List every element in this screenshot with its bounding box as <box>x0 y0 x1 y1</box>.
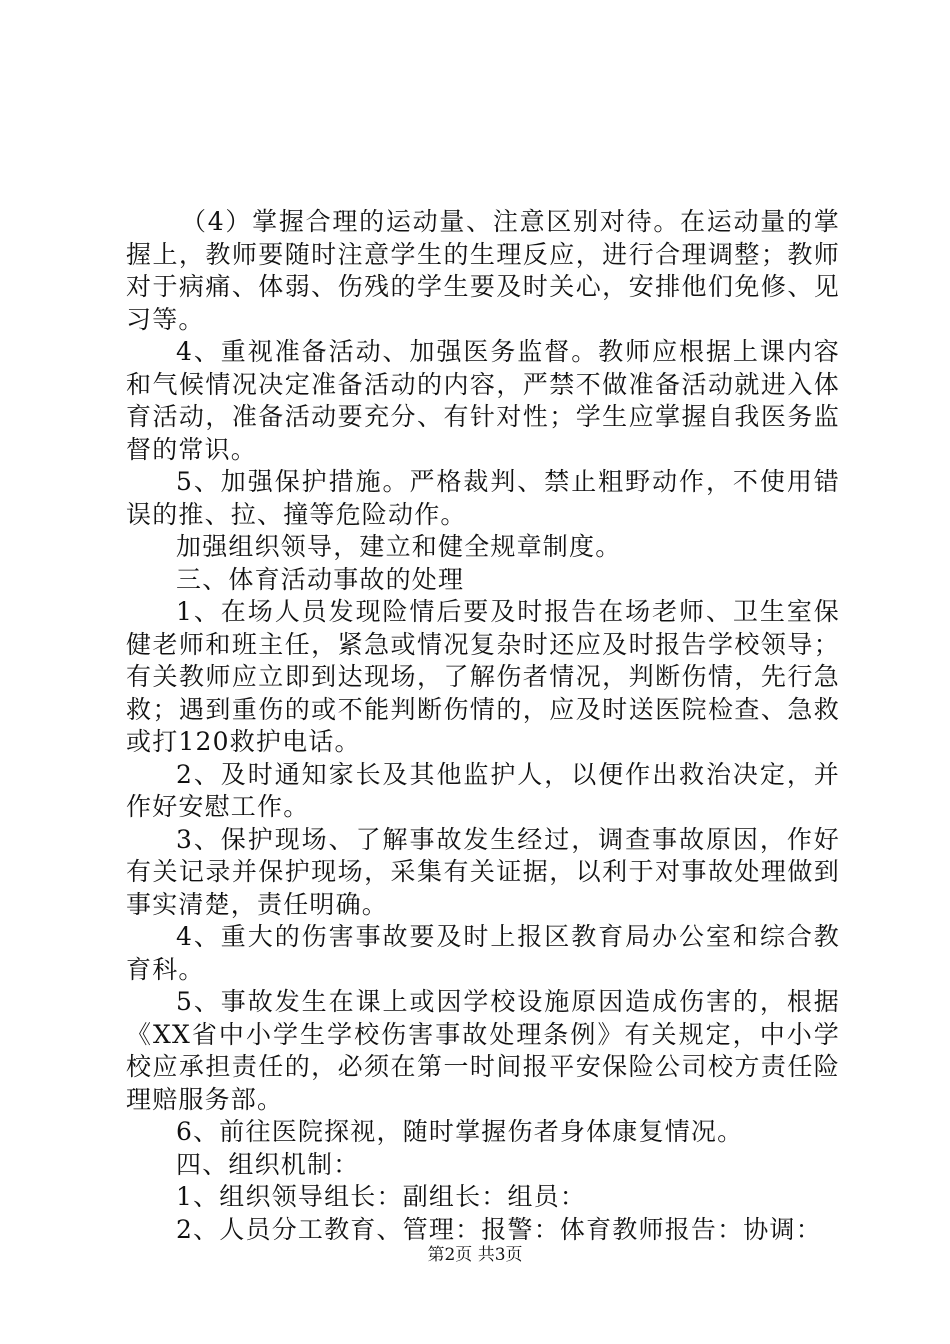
paragraph-protect-scene: 3、保护现场、了解事故发生经过，调查事故原因，作好有关记录并保护现场，采集有关证据，以利于对事故处理做到事实清楚，责任明确。 <box>126 824 840 919</box>
paragraph-report-emergency: 1、在场人员发现险情后要及时报告在场老师、卫生室保健老师和班主任，紧急或情况复杂时还应及时报告学校领导；有关教师应立即到达现场，了解伤者情况，判断伤情，先行急救；遇到重伤的或不能判断伤情的，应及时送医院检查、急救或打120救护电话。 <box>126 597 840 756</box>
paragraph-hospital-visit: 6、前往医院探视，随时掌握伤者身体康复情况。 <box>176 1117 744 1146</box>
paragraph-insurance: 5、事故发生在课上或因学校设施原因造成伤害的，根据《XX省中小学生学校伤害事故处理条例》有关规定，中小学校应承担责任的，必须在第一时间报平安保险公司校方责任险理赔服务部。 <box>126 987 840 1114</box>
document-body <box>126 206 840 1246</box>
page-footer: 第2页 共3页 <box>427 1245 523 1265</box>
paragraph-division-of-labor: 2、人员分工教育、管理：报警：体育教师报告：协调： <box>176 1214 822 1244</box>
section-heading-accident-handling: 三、体育活动事故的处理 <box>176 564 465 594</box>
section-heading-organization: 四、组织机制： <box>176 1149 360 1179</box>
paragraph-report-bureau: 4、重大的伤害事故要及时上报区教育局办公室和综合教育科。 <box>126 922 840 984</box>
paragraph-warmup-medical: 4、重视准备活动、加强医务监督。教师应根据上课内容和气候情况决定准备活动的内容，严禁不做准备活动就进入体育活动，准备活动要充分、有针对性；学生应掌握自我医务监督的常识。 <box>126 337 840 464</box>
paragraph-organization-rules: 加强组织领导，建立和健全规章制度。 <box>176 532 622 561</box>
paragraph-leadership: 1、组织领导组长：副组长：组员： <box>176 1182 587 1211</box>
paragraph-exercise-load: （4）掌握合理的运动量、注意区别对待。在运动量的掌握上，教师要随时注意学生的生理反应，进行合理调整；教师对于病痛、体弱、伤残的学生要及时关心，安排他们免修、见习等。 <box>126 207 840 334</box>
paragraph-protection: 5、加强保护措施。严格裁判、禁止粗野动作，不使用错误的推、拉、撞等危险动作。 <box>126 467 840 529</box>
paragraph-notify-parents: 2、及时通知家长及其他监护人，以便作出救治决定，并作好安慰工作。 <box>126 759 840 821</box>
